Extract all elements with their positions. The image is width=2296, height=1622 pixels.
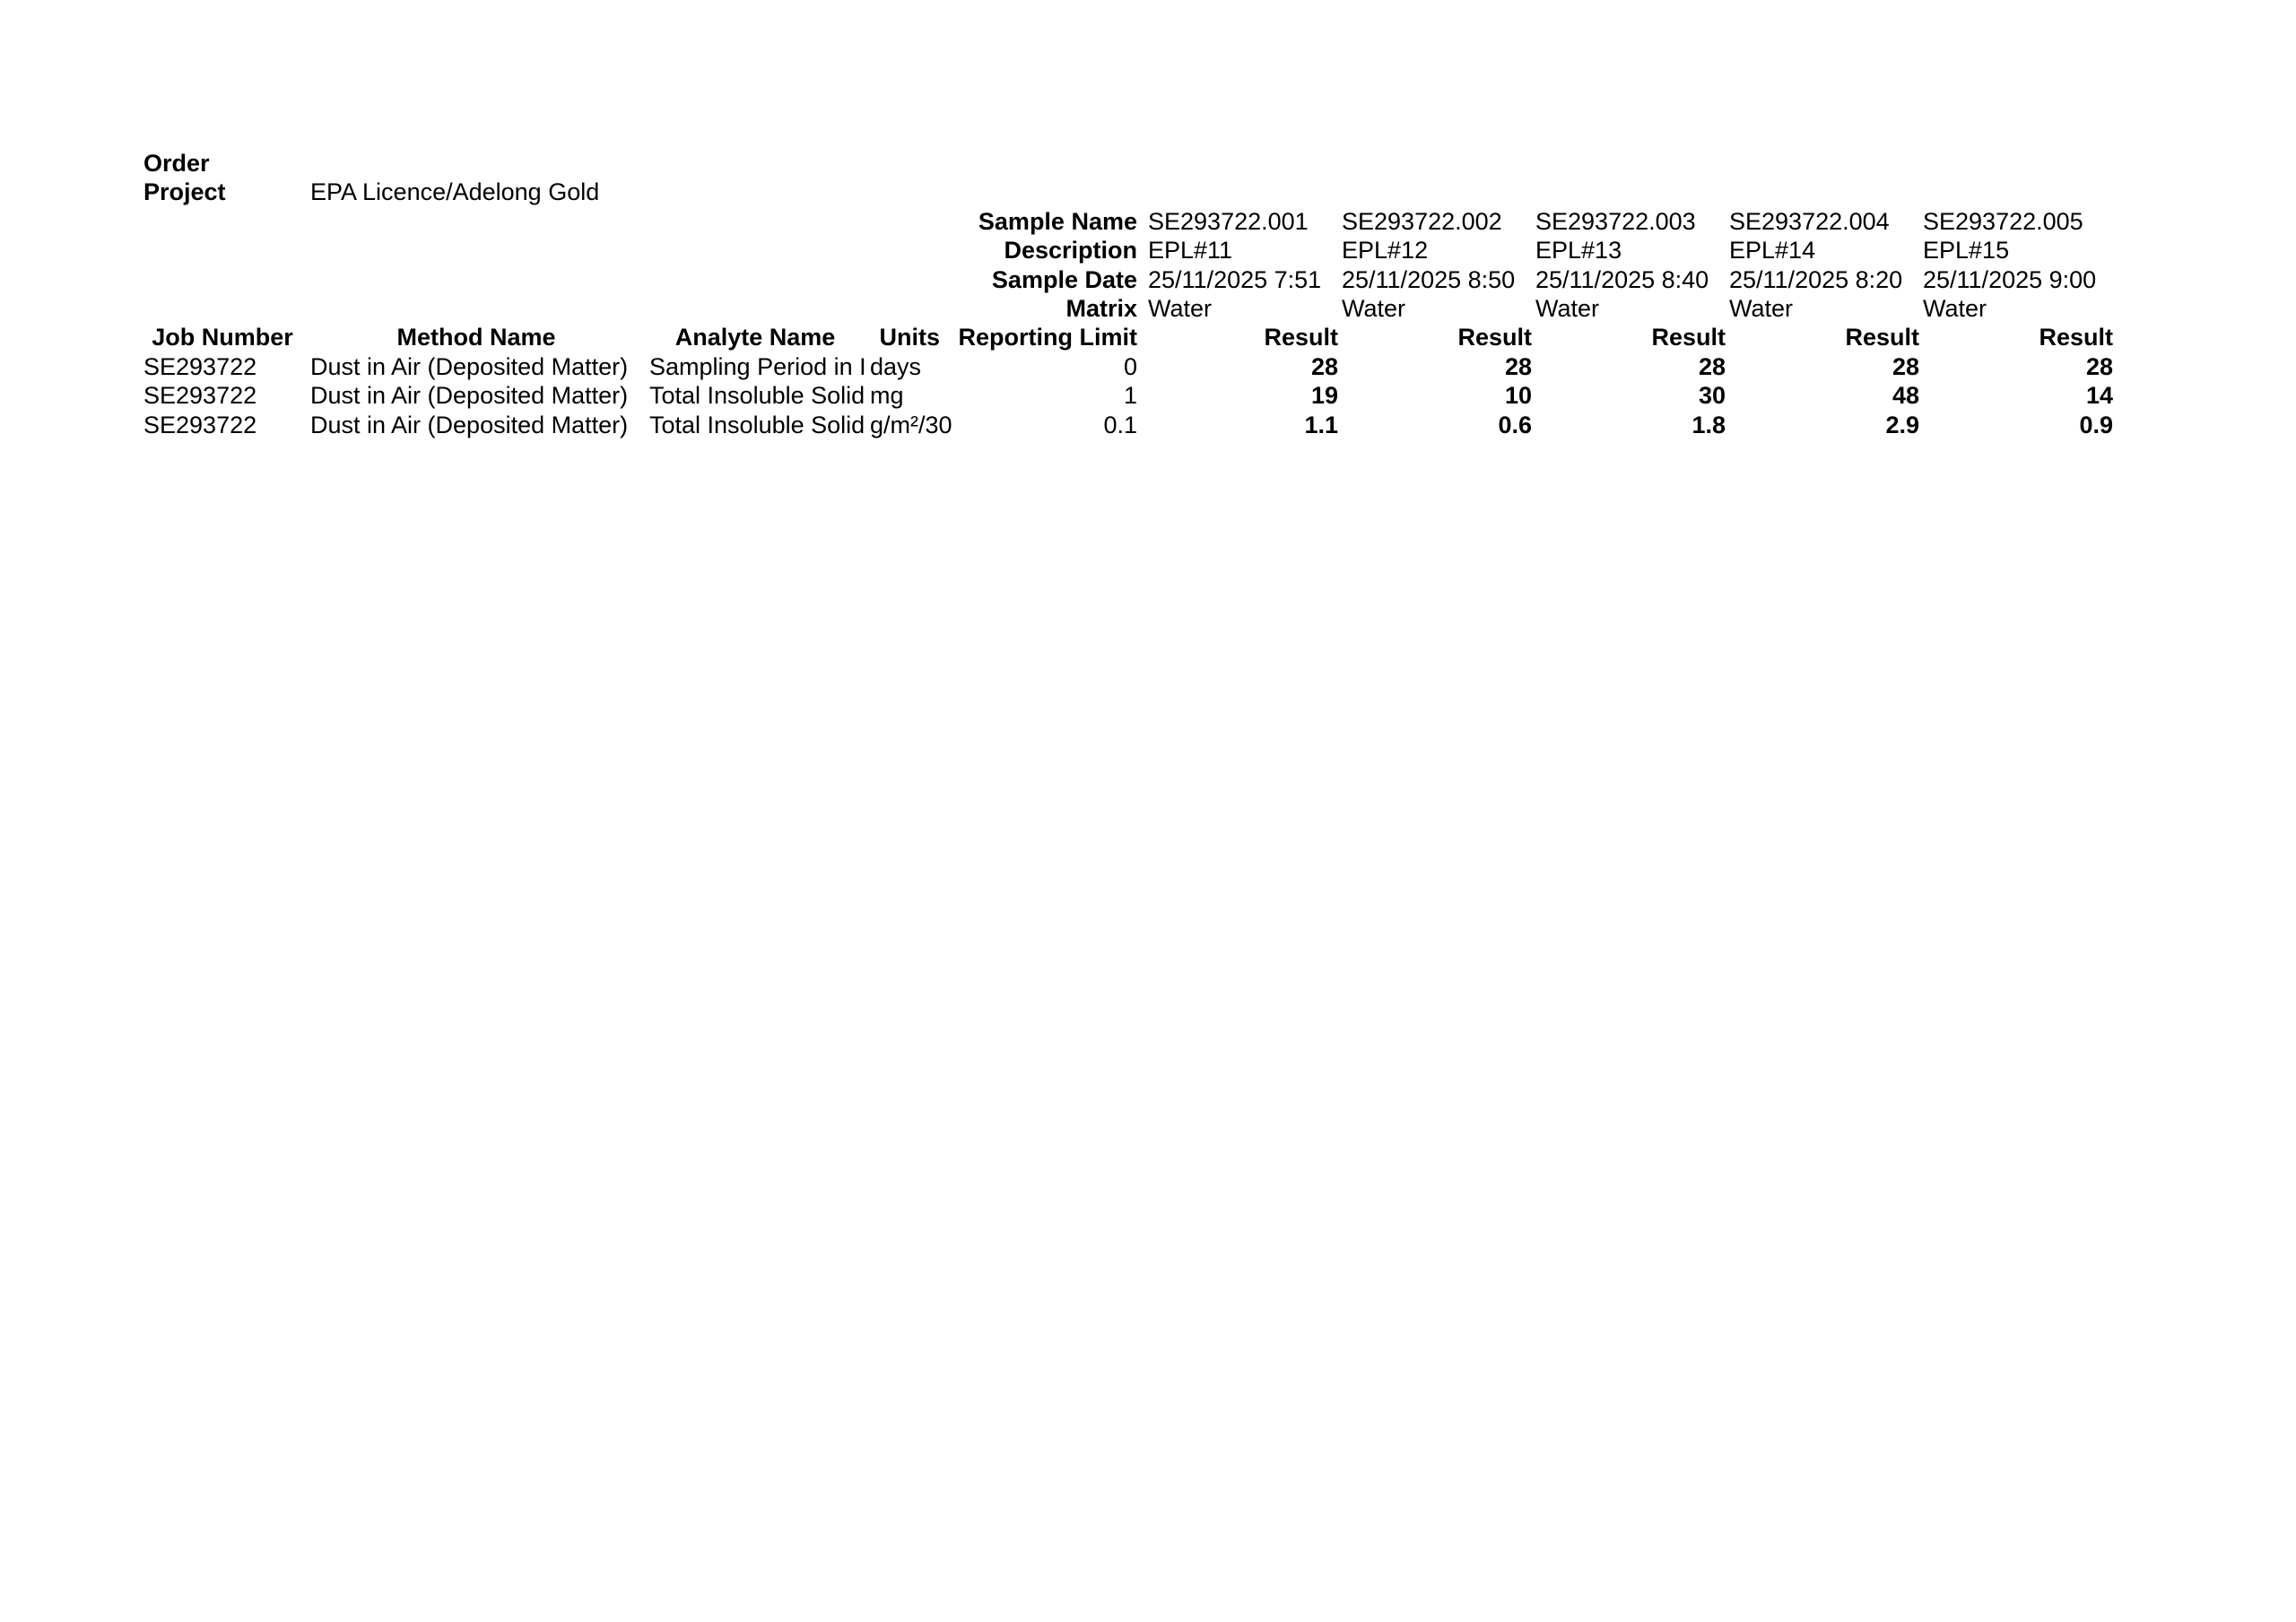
row-2-result-2: 10	[1504, 382, 1532, 409]
row-1-result-3: 28	[1698, 353, 1726, 380]
sample-5-matrix: Water	[1923, 295, 1987, 322]
row-1-result-5: 28	[2085, 353, 2113, 380]
col-header-result-4: Result	[1845, 324, 1919, 351]
col-header-result-2: Result	[1457, 324, 1532, 351]
row-3-result-5: 0.9	[2079, 412, 2113, 438]
sample-name-label: Sample Name	[978, 208, 1137, 235]
row-3-result-1: 1.1	[1304, 412, 1338, 438]
row-1-analyte-name: Sampling Period in I	[649, 353, 866, 380]
sample-3-description: EPL#13	[1535, 237, 1622, 264]
sample-3-date: 25/11/2025 8:40	[1535, 266, 1709, 293]
row-3-method-name: Dust in Air (Deposited Matter)	[310, 412, 629, 438]
sample-1-name: SE293722.001	[1148, 208, 1309, 235]
sample-2-date: 25/11/2025 8:50	[1342, 266, 1516, 293]
row-2-reporting-limit: 1	[1123, 382, 1137, 409]
sample-2-description: EPL#12	[1342, 237, 1429, 264]
description-label: Description	[1004, 237, 1137, 264]
row-1-method-name: Dust in Air (Deposited Matter)	[310, 353, 629, 380]
row-3-result-2: 0.6	[1498, 412, 1532, 438]
row-2-result-1: 19	[1310, 382, 1338, 409]
order-value	[310, 149, 669, 178]
row-3-result-3: 1.8	[1692, 412, 1726, 438]
row-3-units: g/m²/30	[870, 412, 952, 438]
row-2-result-5: 14	[2085, 382, 2113, 409]
sample-2-name: SE293722.002	[1342, 208, 1502, 235]
col-header-method-name: Method Name	[396, 324, 556, 351]
row-2-units: mg	[870, 382, 904, 409]
row-1-job-number: SE293722	[144, 353, 257, 380]
row-2-job-number: SE293722	[144, 382, 257, 409]
col-header-result-3: Result	[1651, 324, 1726, 351]
sample-3-matrix: Water	[1535, 295, 1600, 322]
row-2-analyte-name: Total Insoluble Solid	[649, 382, 865, 409]
sample-4-name: SE293722.004	[1729, 208, 1890, 235]
sample-5-name: SE293722.005	[1923, 208, 2083, 235]
row-1-result-1: 28	[1310, 353, 1338, 380]
sample-date-label: Sample Date	[991, 266, 1137, 293]
col-header-result-1: Result	[1264, 324, 1338, 351]
col-header-reporting-limit: Reporting Limit	[958, 324, 1137, 351]
sample-3-name: SE293722.003	[1535, 208, 1696, 235]
row-1-units: days	[870, 353, 922, 380]
sample-4-description: EPL#14	[1729, 237, 1816, 264]
row-2-result-4: 48	[1892, 382, 1919, 409]
row-3-analyte-name: Total Insoluble Solid	[649, 412, 865, 438]
row-3-reporting-limit: 0.1	[1103, 412, 1137, 438]
row-3-job-number: SE293722	[144, 412, 257, 438]
row-2-result-3: 30	[1698, 382, 1726, 409]
sample-1-matrix: Water	[1148, 295, 1213, 322]
sample-5-description: EPL#15	[1923, 237, 2010, 264]
row-2-method-name: Dust in Air (Deposited Matter)	[310, 382, 629, 409]
project-value: EPA Licence/Adelong Gold	[310, 178, 600, 205]
project-label: Project	[144, 178, 226, 205]
row-1-result-4: 28	[1892, 353, 1919, 380]
row-1-reporting-limit: 0	[1123, 353, 1137, 380]
sample-1-date: 25/11/2025 7:51	[1148, 266, 1322, 293]
order-label: Order	[144, 150, 210, 177]
row-3-result-4: 2.9	[1885, 412, 1919, 438]
col-header-job-number: Job Number	[152, 324, 293, 351]
col-header-result-5: Result	[2039, 324, 2113, 351]
matrix-label: Matrix	[1065, 295, 1137, 322]
sample-4-date: 25/11/2025 8:20	[1729, 266, 1903, 293]
col-header-units: Units	[879, 324, 940, 351]
col-header-analyte-name: Analyte Name	[674, 324, 836, 351]
row-1-result-2: 28	[1504, 353, 1532, 380]
sample-2-matrix: Water	[1342, 295, 1406, 322]
sample-5-date: 25/11/2025 9:00	[1923, 266, 2097, 293]
sample-4-matrix: Water	[1729, 295, 1794, 322]
sample-1-description: EPL#11	[1148, 237, 1233, 264]
